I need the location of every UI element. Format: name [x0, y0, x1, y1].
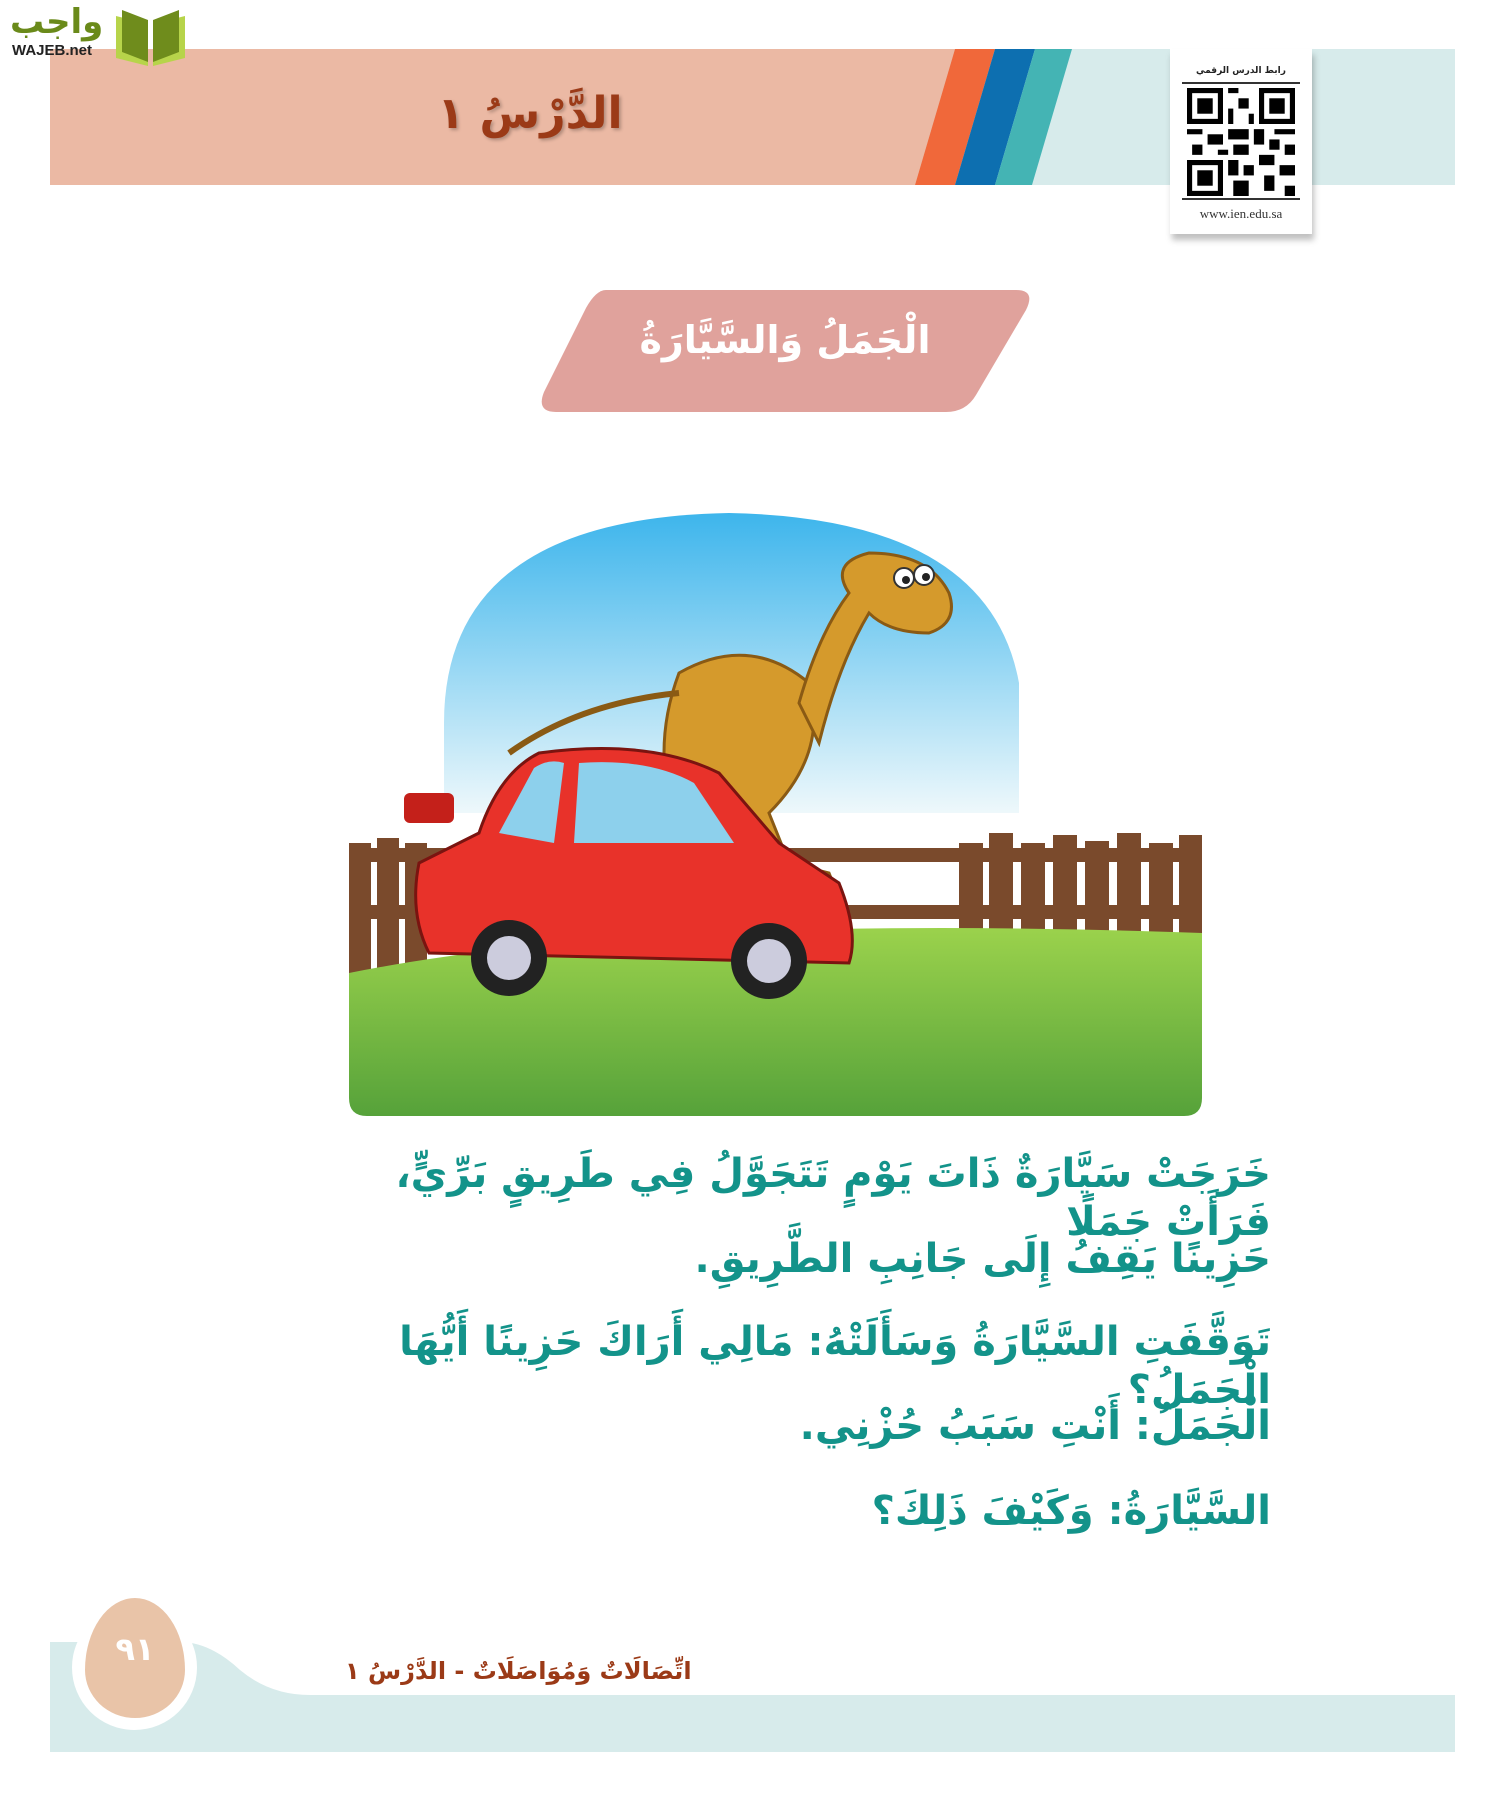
lesson-title: الدَّرْسُ ١	[437, 88, 623, 139]
story-line-2: حَزِينًا يَقِفُ إِلَى جَانِبِ الطَّرِيقِ.	[694, 1236, 1271, 1282]
story-line-5: السَّيَّارَةُ: وَكَيْفَ ذَلِكَ؟	[871, 1488, 1271, 1534]
qr-label: رابط الدرس الرقمي	[1196, 66, 1286, 76]
story-line-4: الْجَمَلُ: أَنْتِ سَبَبُ حُزْنِي.	[799, 1403, 1271, 1449]
story-line-3: تَوَقَّفَتِ السَّيَّارَةُ وَسَأَلَتْهُ: مَالِي أَرَاكَ حَزِينًا أَيُّهَا الْجَمَلُ؟	[399, 1319, 1271, 1413]
qr-card[interactable]	[1170, 49, 1312, 234]
footer-unit-text: اتِّصَالَاتٌ وَمُوَاصَلَاتٌ - الدَّرْسُ ١	[345, 1657, 692, 1685]
camel-car-illustration	[349, 513, 1202, 1116]
book-icon	[108, 4, 193, 66]
logo-latin: WAJEB.net	[12, 42, 93, 59]
story-line-1: خَرَجَتْ سَيَّارَةٌ ذَاتَ يَوْمٍ تَتَجَوَّلُ فِي طَرِيقٍ بَرِّيٍّ، فَرَأَتْ جَمَلًا	[395, 1151, 1271, 1245]
logo-arabic: واجب	[10, 2, 104, 42]
qr-code-icon[interactable]	[1182, 82, 1300, 200]
story-title: الْجَمَلُ وَالسَّيَّارَةُ	[639, 318, 931, 362]
page-number: ٩١	[115, 1630, 155, 1668]
footer-band	[50, 1630, 1455, 1752]
qr-url[interactable]: www.ien.edu.sa	[1199, 206, 1283, 221]
